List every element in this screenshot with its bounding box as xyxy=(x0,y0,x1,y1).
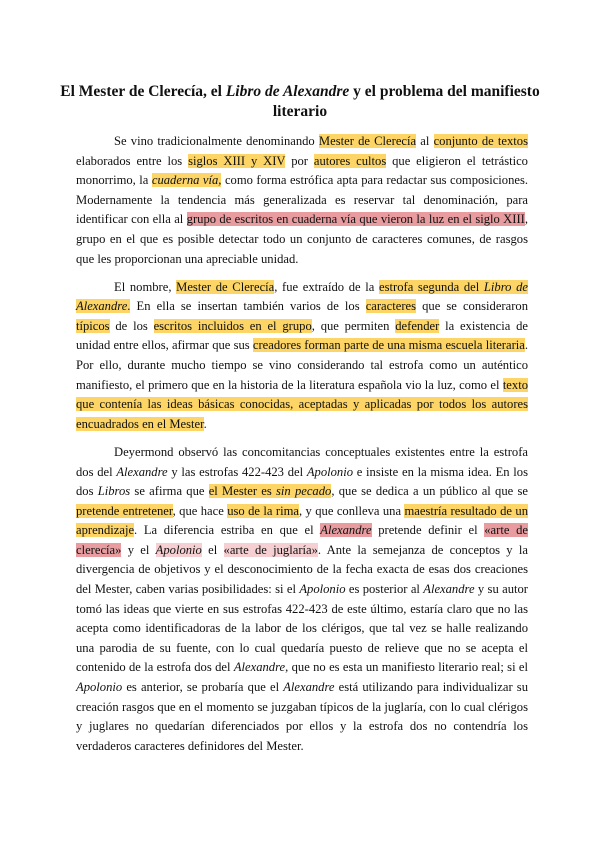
text-run-italic: Apolonio xyxy=(299,582,346,597)
text-run: el xyxy=(201,542,224,557)
text-run: , que se dedica a un público al que se xyxy=(331,484,528,499)
text-run: pretende definir el xyxy=(371,523,485,538)
highlight-yellow: escritos incluidos en el grupo xyxy=(153,318,312,333)
text-run: , grupo en el que es posible detectar todo un conjunto de caracteres comunes, de rasgos que les proporcionan una apreciable unidad. xyxy=(76,212,529,266)
text-run: , y que conlleva una xyxy=(298,503,405,518)
highlight-yellow: autores cultos xyxy=(313,153,387,168)
highlight-red: grupo de escritos en cuaderna vía que vieron la luz en el siglo XIII xyxy=(186,212,525,227)
highlight-yellow: texto que contenía las ideas básicas conocidas, aceptadas y aplicadas por todos los autores encuadrados en el Mester xyxy=(76,377,528,431)
highlight-yellow-italic: Libro de Alexandre xyxy=(76,279,528,314)
highlight-yellow: maestría resultado de un aprendizaje xyxy=(76,503,528,538)
text-run: , que no es esta un manifiesto literario real; si el xyxy=(285,660,528,675)
text-run: . xyxy=(203,416,207,431)
highlight-yellow: típicos xyxy=(76,318,110,333)
highlight-yellow: conjunto de textos xyxy=(433,134,528,148)
text-run: la existencia de unidad entre ellos, afirmar que sus xyxy=(76,318,529,353)
highlight-yellow: defender xyxy=(395,318,440,333)
highlight-pink-italic: Apolonio xyxy=(155,542,202,557)
paragraph xyxy=(76,443,528,757)
text-run: elaborados entre los xyxy=(76,153,189,168)
highlight-yellow: siglos XIII y XIV xyxy=(188,153,286,168)
text-run: . La diferencia estriba en que el xyxy=(134,523,321,538)
highlight-yellow: uso de la rima xyxy=(227,503,299,518)
text-run: que eligieron el tetrástico monorrimo, la xyxy=(76,153,528,188)
highlight-yellow: Mester de Clerecía xyxy=(318,134,417,148)
text-run: de los xyxy=(109,318,154,333)
text-run-italic: Alexandre xyxy=(423,582,475,597)
text-run: Se vino tradicionalmente denominando xyxy=(114,134,319,148)
highlight-yellow: estrofa segunda del xyxy=(379,279,484,294)
text-run-italic: Alexandre xyxy=(116,464,168,479)
text-run: El Mester de Clerecía, el xyxy=(60,83,226,101)
highlight-yellow: caracteres xyxy=(365,299,417,314)
text-run: , que hace xyxy=(172,503,228,518)
highlight-yellow-italic: sin pecado xyxy=(276,484,332,499)
text-run-italic: Apolonio xyxy=(306,464,354,479)
text-run: e insiste en la misma idea. En los dos xyxy=(76,464,528,499)
highlight-yellow: pretende entretener xyxy=(76,503,173,518)
text-run: es anterior, se probaría que el xyxy=(122,680,284,695)
paragraph xyxy=(76,132,528,269)
highlight-yellow: . xyxy=(127,299,131,314)
text-run: es posterior al xyxy=(345,582,424,597)
document-body xyxy=(76,132,528,765)
text-run-italic: Alexandre xyxy=(233,660,286,675)
text-run: está utilizando para individualizar su creación rasgos que en el momento se juzgaban típicos de la juglaría, con lo cual clérigos y juglares no quedarían diferenciados por ellos y la estrofa dos no contendría los verdaderos caracteres definidores del Mester. xyxy=(76,680,528,753)
text-run-italic: Apolonio xyxy=(76,680,123,695)
text-run: El nombre, xyxy=(114,279,177,294)
text-run: . Ante la semejanza de conceptos y la divergencia de objetivos y el desconocimiento de la fecha exacta de esas dos creaciones del Mester, caben varias posibilidades: si el xyxy=(76,542,528,597)
document-title xyxy=(60,82,540,122)
text-run-italic: Libros xyxy=(97,484,131,499)
highlight-pink: «arte de juglaría» xyxy=(223,542,318,557)
highlight-yellow: el Mester es xyxy=(208,484,277,499)
text-run: , que permiten xyxy=(311,318,396,333)
text-run: . Por ello, durante mucho tiempo se vino considerando tal estrofa como un auténtico manifiesto, el primero que en la historia de la literatura española vio la luz, como el xyxy=(76,338,529,392)
text-run: y el xyxy=(121,542,156,557)
text-run: En ella se insertan también varios de los xyxy=(130,299,366,314)
paragraph xyxy=(76,278,528,435)
highlight-yellow: Mester de Clerecía xyxy=(176,279,275,294)
text-run: , fue extraído de la xyxy=(274,279,380,294)
text-run-italic: Libro de Alexandre xyxy=(225,83,350,101)
text-run: Deyermond observó las concomitancias conceptuales existentes entre la estrofa dos del xyxy=(76,444,528,479)
text-run: se afirma que xyxy=(130,484,209,499)
highlight-yellow: creadores forman parte de una misma escuela literaria xyxy=(252,338,525,353)
highlight-red: «arte de clerecía» xyxy=(76,523,528,557)
text-run: que se consideraron xyxy=(416,299,528,314)
text-run-italic: Alexandre xyxy=(283,680,335,695)
highlight-red-italic: Alexandre xyxy=(320,523,372,538)
text-run: y su autor tomó las ideas que vierte en sus estrofas 422-423 de este último, estaría claro que no las acepta como identificadoras de la labor de los clérigos, que tal vez se halle realizando una parodia de su fuente, con lo cual quedaría puesto de relieve que no se acepta el contenido de la estrofa dos del xyxy=(76,582,528,675)
highlight-yellow-italic: cuaderna vía, xyxy=(151,173,222,188)
text-run: por xyxy=(285,153,314,168)
text-run: y las estrofas 422-423 del xyxy=(167,464,307,479)
text-run: al xyxy=(416,134,434,148)
text-run: como forma estrófica apta para redactar sus composiciones. Modernamente la tendencia más generalizada es reservar tal denominación, para identificar con ella al xyxy=(76,173,529,227)
text-run: y el problema del manifiesto literario xyxy=(272,83,540,121)
